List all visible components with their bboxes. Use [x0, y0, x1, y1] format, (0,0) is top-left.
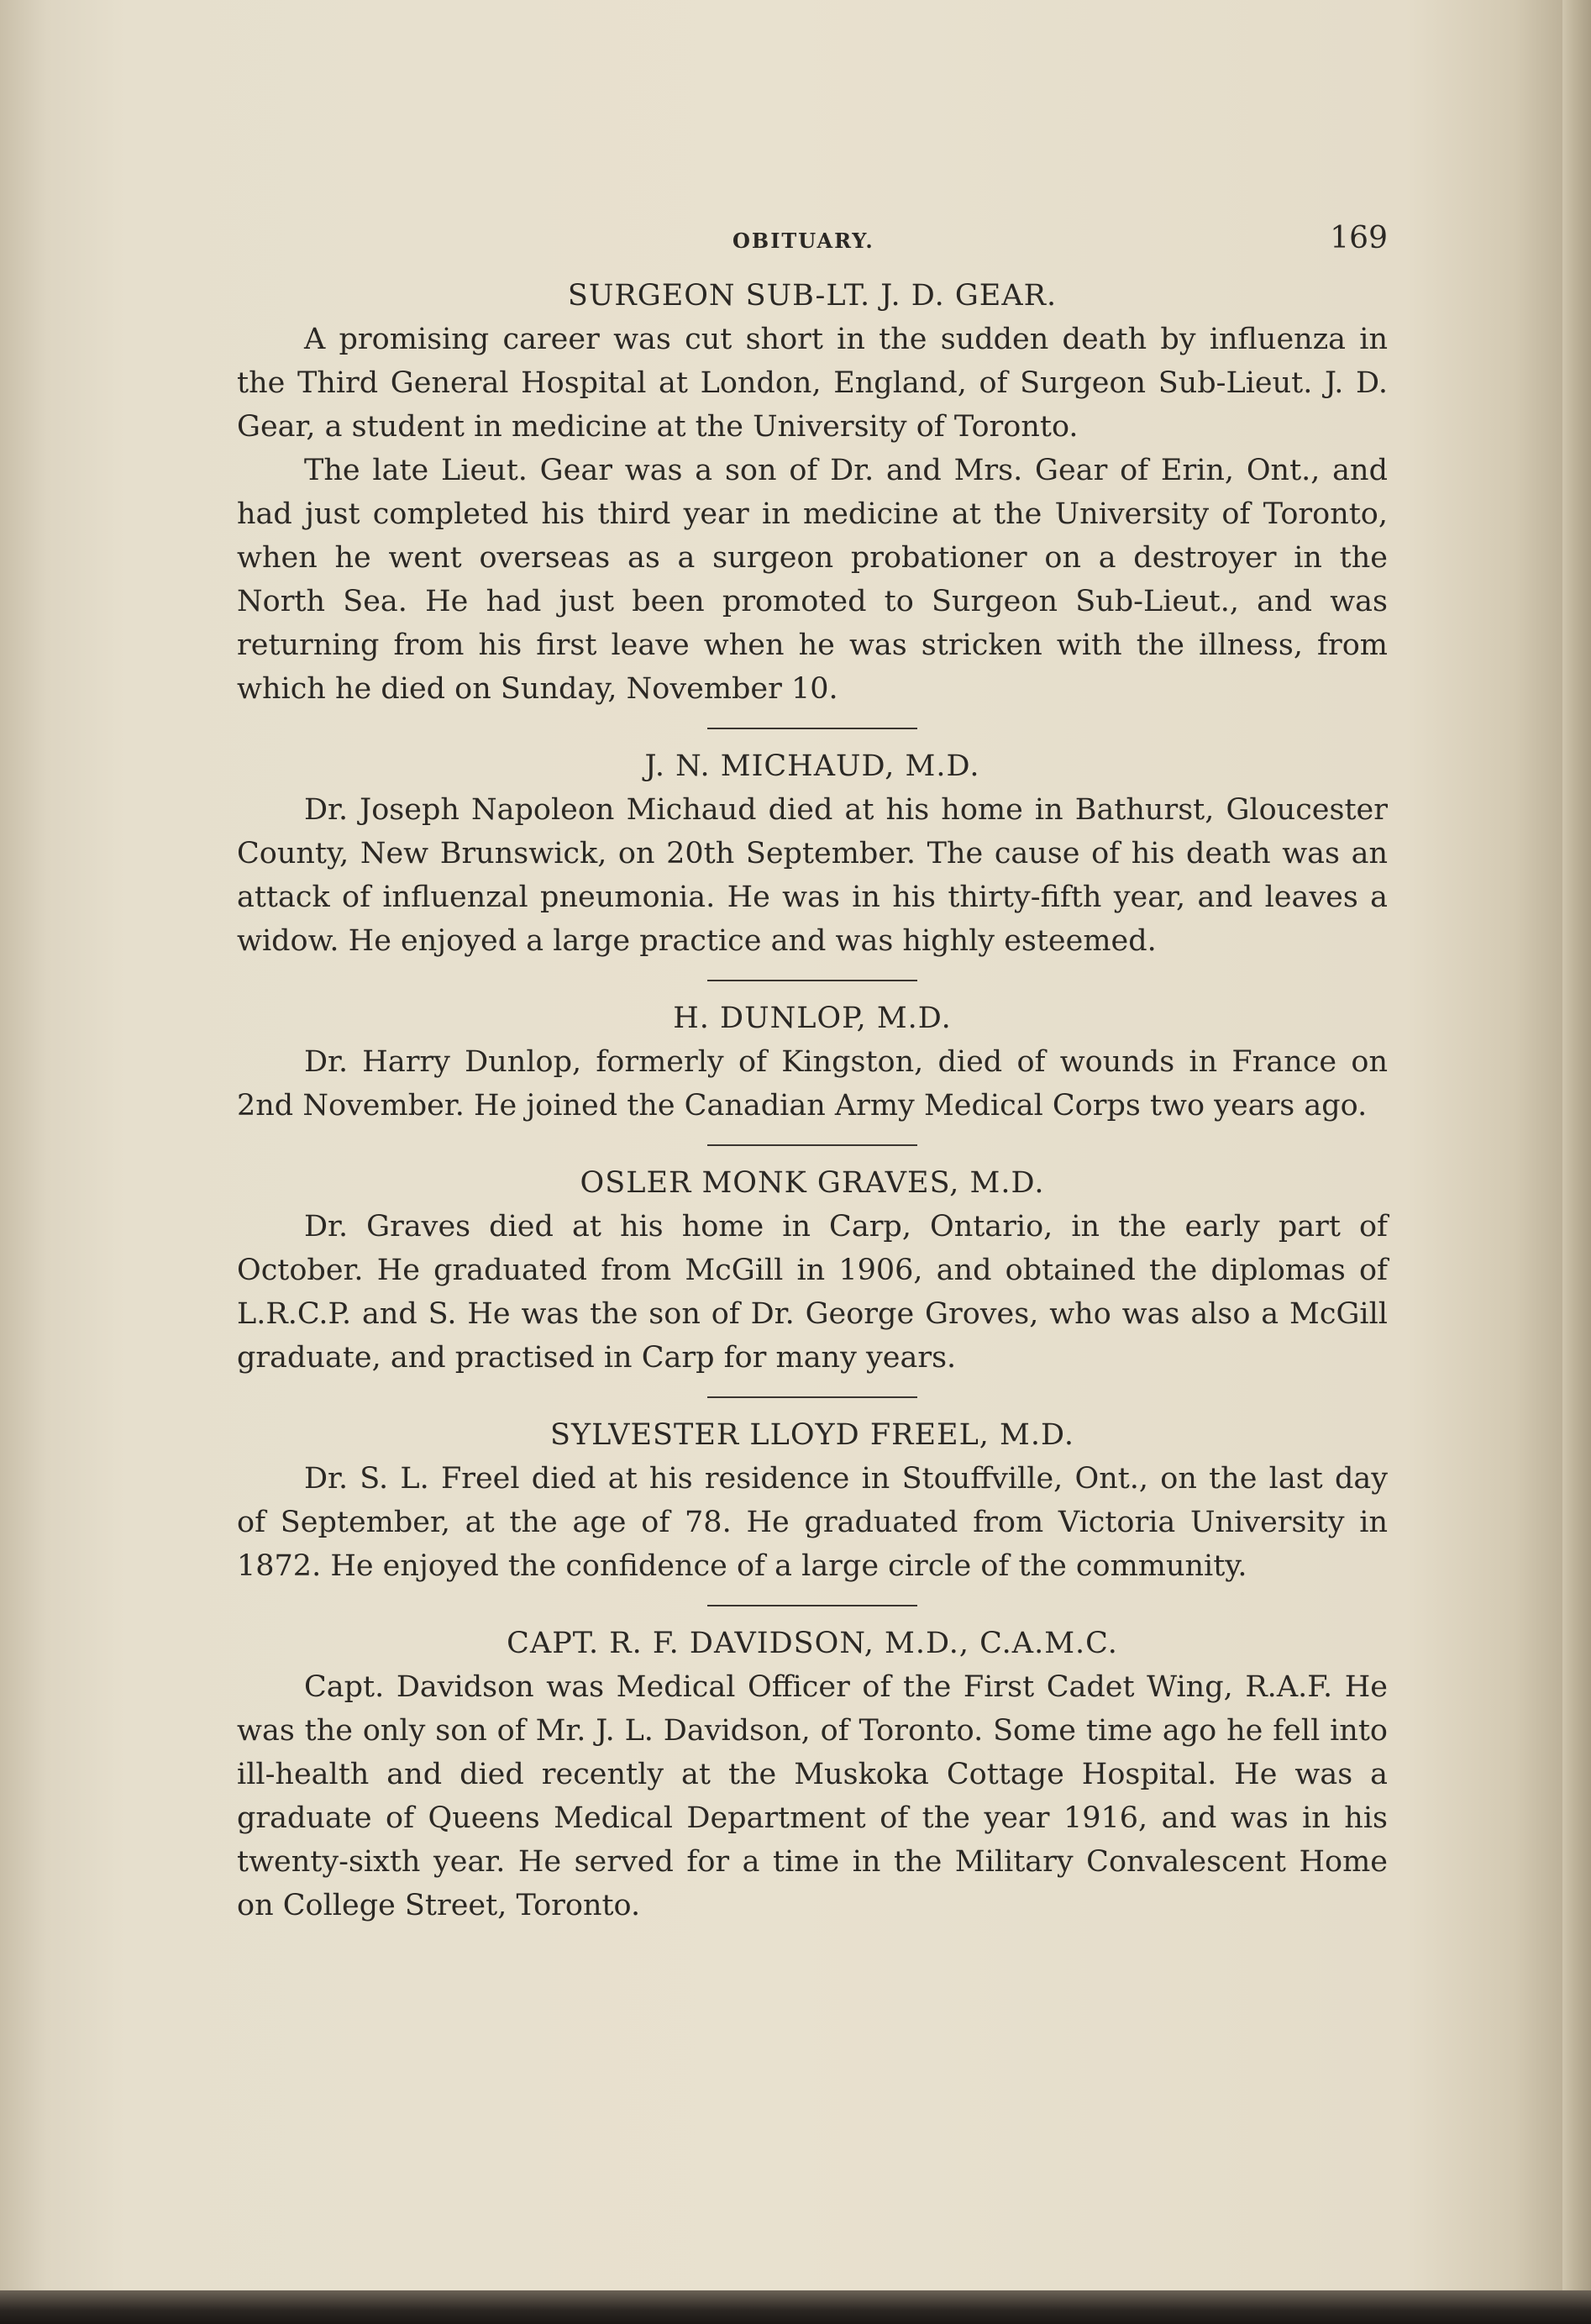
- section-divider: [707, 980, 917, 981]
- page-number: 169: [1330, 221, 1388, 255]
- section-divider: [707, 1144, 917, 1146]
- obituary-title: SYLVESTER LLOYD FREEL, M.D.: [550, 1418, 1074, 1452]
- obituary-paragraph: Dr. S. L. Freel died at his residence in Stouffville, Ont., on the last day of September, at the age of 78. He graduated from Victoria University in 1872. He enjoyed the confidence of a large circle of the community.: [237, 1462, 1388, 1583]
- obituary-paragraph: The late Lieut. Gear was a son of Dr. and Mrs. Gear of Erin, Ont., and had just completed his third year in medicine at the University of Toronto, when he went overseas as a surgeon probationer on a destroyer in the North Sea. He had just been promoted to Surgeon Sub-Lieut., and was returning from his first leave when he was stricken with the illness, from which he died on Sunday, November 10.: [237, 454, 1388, 706]
- obituary-title: J. N. MICHAUD, M.D.: [644, 749, 980, 783]
- running-head: OBITUARY.: [732, 229, 874, 253]
- obituary-michaud: [237, 744, 1388, 963]
- section-divider: [707, 1396, 917, 1398]
- obituary-title: OSLER MONK GRAVES, M.D.: [580, 1166, 1045, 1200]
- obituary-title: CAPT. R. F. DAVIDSON, M.D., C.A.M.C.: [507, 1627, 1118, 1660]
- obituary-paragraph: Dr. Graves died at his home in Carp, Ontario, in the early part of October. He graduated from McGill in 1906, and obtained the diplomas of L.R.C.P. and S. He was the son of Dr. George Groves, who was also a McGill graduate, and practised in Carp for many years.: [237, 1210, 1388, 1375]
- section-divider: [707, 728, 917, 729]
- obituary-paragraph: A promising career was cut short in the sudden death by influenza in the Third General Hospital at London, England, of Surgeon Sub-Lieut. J. D. Gear, a student in medicine at the University of Toronto.: [237, 323, 1388, 444]
- page-text-block: [237, 217, 1388, 1927]
- obituary-gear: [237, 274, 1388, 711]
- page-header: [237, 217, 1388, 267]
- page-edge-right: [1562, 0, 1591, 2324]
- obituary-paragraph: Dr. Harry Dunlop, formerly of Kingston, died of wounds in France on 2nd November. He joined the Canadian Army Medical Corps two years ago.: [237, 1045, 1388, 1123]
- obituary-paragraph: Dr. Joseph Napoleon Michaud died at his home in Bathurst, Gloucester County, New Brunswick, on 20th September. The cause of his death was an attack of influenzal pneumonia. He was in his thirty-fifth year, and leaves a widow. He enjoyed a large practice and was highly esteemed.: [237, 793, 1388, 958]
- section-divider: [707, 1605, 917, 1606]
- obituary-title: SURGEON SUB-LT. J. D. GEAR.: [567, 279, 1058, 313]
- obituary-freel: [237, 1413, 1388, 1588]
- obituary-paragraph: Capt. Davidson was Medical Officer of the First Cadet Wing, R.A.F. He was the only son of Mr. J. L. Davidson, of Toronto. Some time ago he fell into ill-health and died recently at the Muskoka Cottage Hospital. He was a graduate of Queens Medical Department of the year 1916, and was in his twenty-sixth year. He served for a time in the Military Convalescent Home on College Street, Toronto.: [237, 1670, 1388, 1922]
- obituary-title: H. DUNLOP, M.D.: [673, 1002, 952, 1035]
- obituary-graves: [237, 1161, 1388, 1380]
- page-edge-bottom: [0, 2290, 1591, 2324]
- obituary-davidson: [237, 1622, 1388, 1927]
- obituary-dunlop: [237, 996, 1388, 1128]
